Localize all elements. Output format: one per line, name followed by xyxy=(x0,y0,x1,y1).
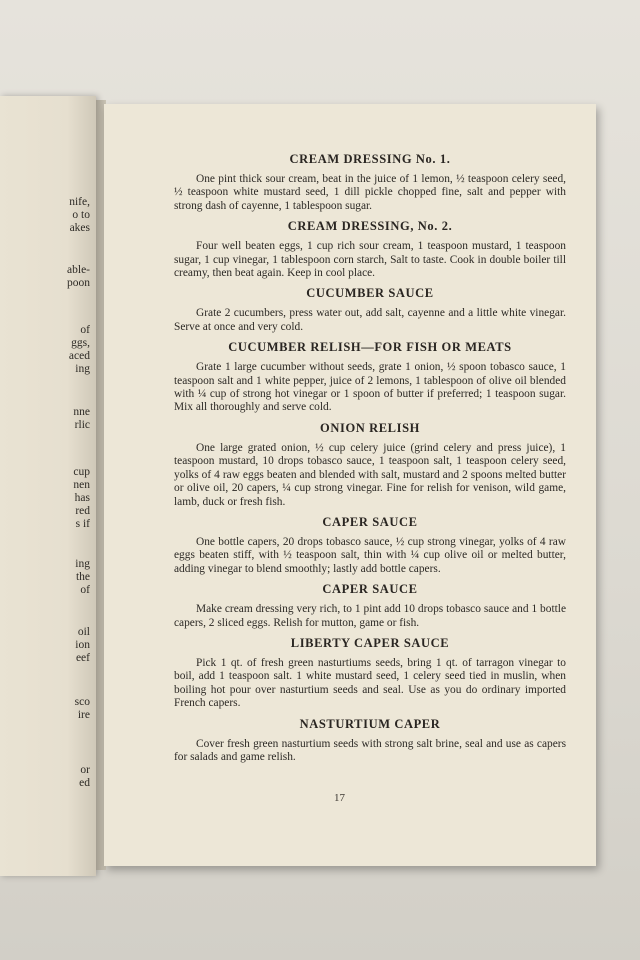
page-number: 17 xyxy=(334,792,345,804)
recipe-section xyxy=(174,636,566,711)
left-page-fragment: ing the of xyxy=(75,558,90,596)
recipe-section xyxy=(174,421,566,509)
recipe-section xyxy=(174,515,566,576)
recipe-title: ONION RELISH xyxy=(320,420,420,435)
recipe-title: CREAM DRESSING No. 1. xyxy=(289,152,451,166)
recipe-section xyxy=(174,219,566,280)
recipe-title: CUCUMBER SAUCE xyxy=(306,286,434,301)
recipe-text: Make cream dressing very rich, to 1 pint add 10 drops tobasco sauce and 1 bottle capers, 2 sliced eggs. Relish for mutton, game or fish. xyxy=(174,603,566,629)
recipe-text: Cover fresh green nasturtium seeds with strong salt brine, seal and use as capers for salads and game relish. xyxy=(174,737,566,763)
recipe-section xyxy=(174,340,566,415)
recipe-page xyxy=(104,104,596,866)
recipe-section xyxy=(174,152,566,213)
left-page-fragment: of ggs, aced ing xyxy=(68,324,90,375)
left-page-fragment: cup nen has red s if xyxy=(73,466,90,530)
left-page xyxy=(0,96,96,876)
recipe-title: LIBERTY CAPER SAUCE xyxy=(290,635,450,650)
recipe-text: Pick 1 qt. of fresh green nasturtiums seeds, bring 1 qt. of tarragon vinegar to boil, add 1 teaspoon salt. 1 white mustard seed, 1 celery seed tied in muslin, when boiling hot pour over nasturtium seeds and seal. Use as you do ordinary imported French capers. xyxy=(174,656,566,710)
recipe-title: CREAM DRESSING, No. 2. xyxy=(287,219,453,234)
left-page-fragment: oil ion eef xyxy=(75,626,90,664)
recipe-text: Grate 1 large cucumber without seeds, grate 1 onion, ½ spoon tobasco sauce, 1 teaspoon salt and 1 white pepper, juice of 2 lemons, 1 tablespoon of olive oil blended with ¼ cup of strong hot vinegar or 1 spoon of butter if preferred; 1 teaspoon sugar. Mix all thoroughly and serve cold. xyxy=(174,361,566,414)
recipe-section xyxy=(174,286,566,334)
recipe-text: One large grated onion, ½ cup celery juice (grind celery and press juice), 1 teaspoon mustard, 10 drops tobasco sauce, 1 teaspoon salt, 1 teaspoon celery seed, yolks of 4 raw eggs beaten and blended with salt, mustard and 2 spoons melted butter or olive oil, 20 capers, ¼ cup strong vinegar. Fine for relish for venison, wild game, lamb, duck or fresh fish. xyxy=(174,441,566,508)
left-page-fragment: nife, o to akes xyxy=(69,196,90,234)
left-page-fragment: able- poon xyxy=(67,264,90,289)
recipe-text: Grate 2 cucumbers, press water out, add salt, cayenne and a little white vinegar. Serve at once and very cold. xyxy=(174,307,566,333)
recipe-title: NASTURTIUM CAPER xyxy=(299,716,441,731)
left-page-fragment: nne rlic xyxy=(73,406,90,431)
recipe-section xyxy=(174,582,566,630)
recipe-title: CUCUMBER RELISH—FOR FISH OR MEATS xyxy=(228,340,512,355)
recipe-text: One bottle capers, 20 drops tobasco sauce, ½ cup strong vinegar, yolks of 4 raw eggs beaten stiff, with ½ teaspoon salt, thin with ¼ cup olive oil or melted butter, adding vinegar to blend smoothly; lastly add bottle capers. xyxy=(174,535,566,575)
recipe-section xyxy=(174,717,566,765)
recipe-title: CAPER SAUCE xyxy=(322,582,418,597)
recipe-title: CAPER SAUCE xyxy=(322,514,418,529)
left-page-fragment: sco ire xyxy=(74,696,90,721)
left-page-fragment: or ed xyxy=(79,764,90,789)
recipe-text: One pint thick sour cream, beat in the juice of 1 lemon, ½ teaspoon celery seed, ½ teaspoon white mustard seed, 1 dill pickle chopped fine, salt and pepper with strong dash of cayenne, 1 tablespoon sugar. xyxy=(174,173,566,212)
recipe-text: Four well beaten eggs, 1 cup rich sour cream, 1 teaspoon mustard, 1 teaspoon sugar, 1 cup vinegar, 1 tablespoon corn starch, Salt to taste. Cook in double boiler till creamy, then beat again. Keep in cool place. xyxy=(174,240,566,280)
